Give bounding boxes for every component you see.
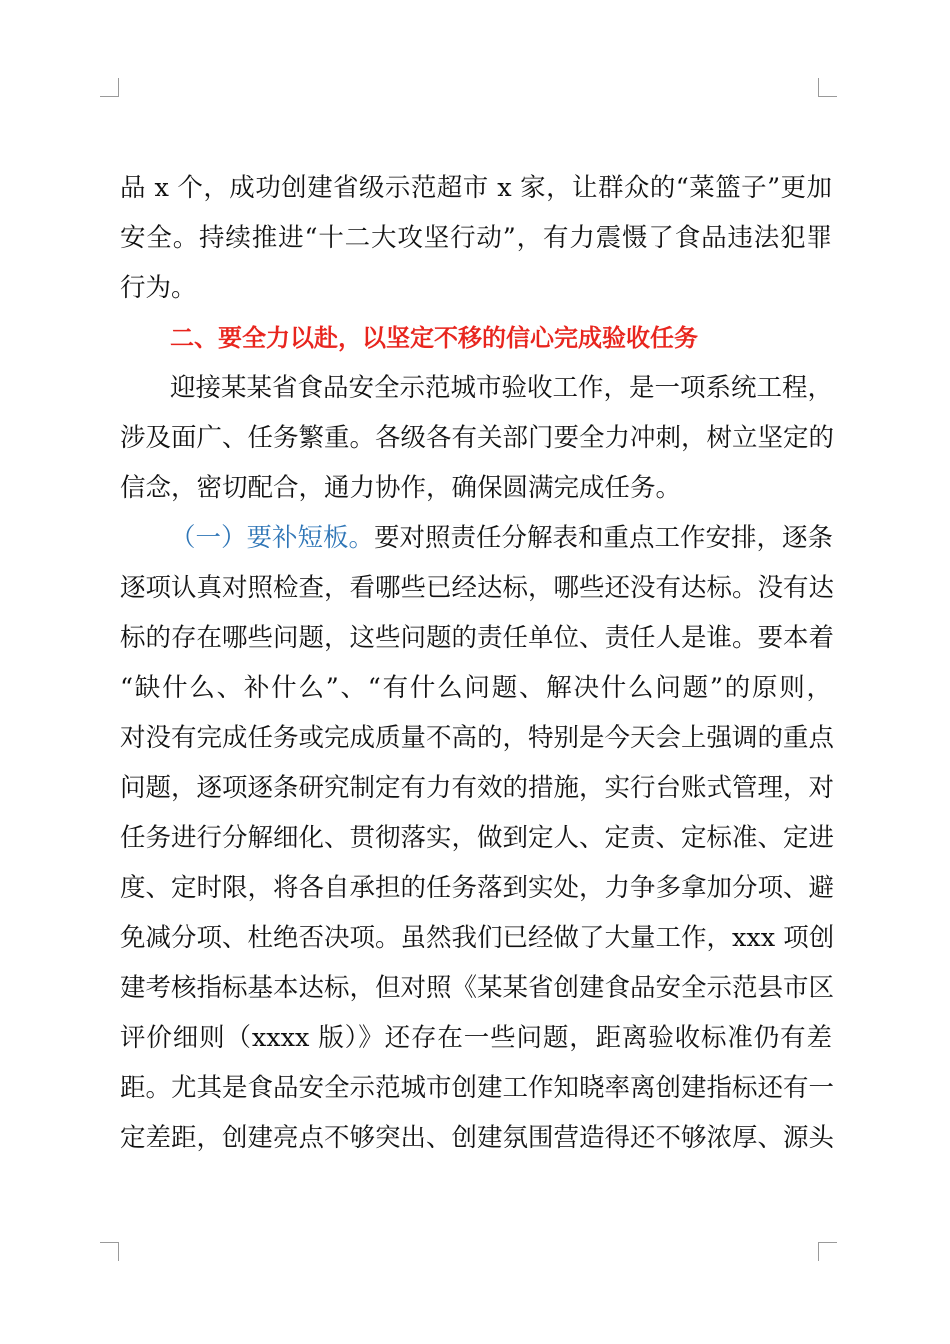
crop-mark-top-right (818, 78, 837, 97)
text-line: 迎接某某省食品安全示范城市验收工作，是一项系统工程， (170, 373, 834, 403)
text-line: “缺什么、补什么”、“有什么问题、解决什么问题”的原则， (120, 673, 832, 703)
text-line: 距。尤其是食品安全示范城市创建工作知晓率离创建指标还有一 (120, 1073, 835, 1103)
text-line (170, 518, 832, 558)
text-line: 任务进行分解细化、贯彻落实，做到定人、定责、定标准、定进 (120, 823, 835, 853)
text-line: 对没有完成任务或完成质量不高的，特别是今天会上强调的重点 (120, 723, 835, 753)
text-line: 行为。 (120, 273, 197, 303)
text-line: 免减分项、杜绝否决项。虽然我们已经做了大量工作，xxx 项创 (120, 923, 835, 953)
text-line: 建考核指标基本达标，但对照《某某省创建食品安全示范县市区 (120, 973, 835, 1003)
text-line: 信念，密切配合，通力协作，确保圆满完成任务。 (120, 473, 682, 503)
section-heading: 二、要全力以赴，以坚定不移的信心完成验收任务 (170, 324, 698, 352)
text-line: 品 x 个，成功创建省级示范超市 x 家，让群众的“菜篮子”更加 (120, 173, 832, 203)
text-line: 标的存在哪些问题，这些问题的责任单位、责任人是谁。要本着 (120, 623, 835, 653)
text-line: 评价细则（xxxx 版）》还存在一些问题，距离验收标准仍有差 (120, 1023, 832, 1053)
text-line: 度、定时限，将各自承担的任务落到实处，力争多拿加分项、避 (120, 873, 835, 903)
subsection-heading: （一）要补短板。 (170, 523, 375, 553)
crop-mark-top-left (100, 78, 119, 97)
crop-mark-bottom-left (100, 1242, 119, 1261)
text-line: 涉及面广、任务繁重。各级各有关部门要全力冲刺，树立坚定的 (120, 423, 835, 453)
crop-mark-bottom-right (818, 1242, 837, 1261)
text-line: 逐项认真对照检查，看哪些已经达标，哪些还没有达标。没有达 (120, 573, 835, 603)
text-line: 问题，逐项逐条研究制定有力有效的措施，实行台账式管理，对 (120, 773, 835, 803)
text-line: 定差距，创建亮点不够突出、创建氛围营造得还不够浓厚、源头 (120, 1123, 835, 1153)
text-line: 安全。持续推进“十二大攻坚行动”，有力震慑了食品违法犯罪 (120, 223, 832, 253)
text-line-rest: 要对照责任分解表和重点工作安排，逐条 (374, 523, 834, 553)
